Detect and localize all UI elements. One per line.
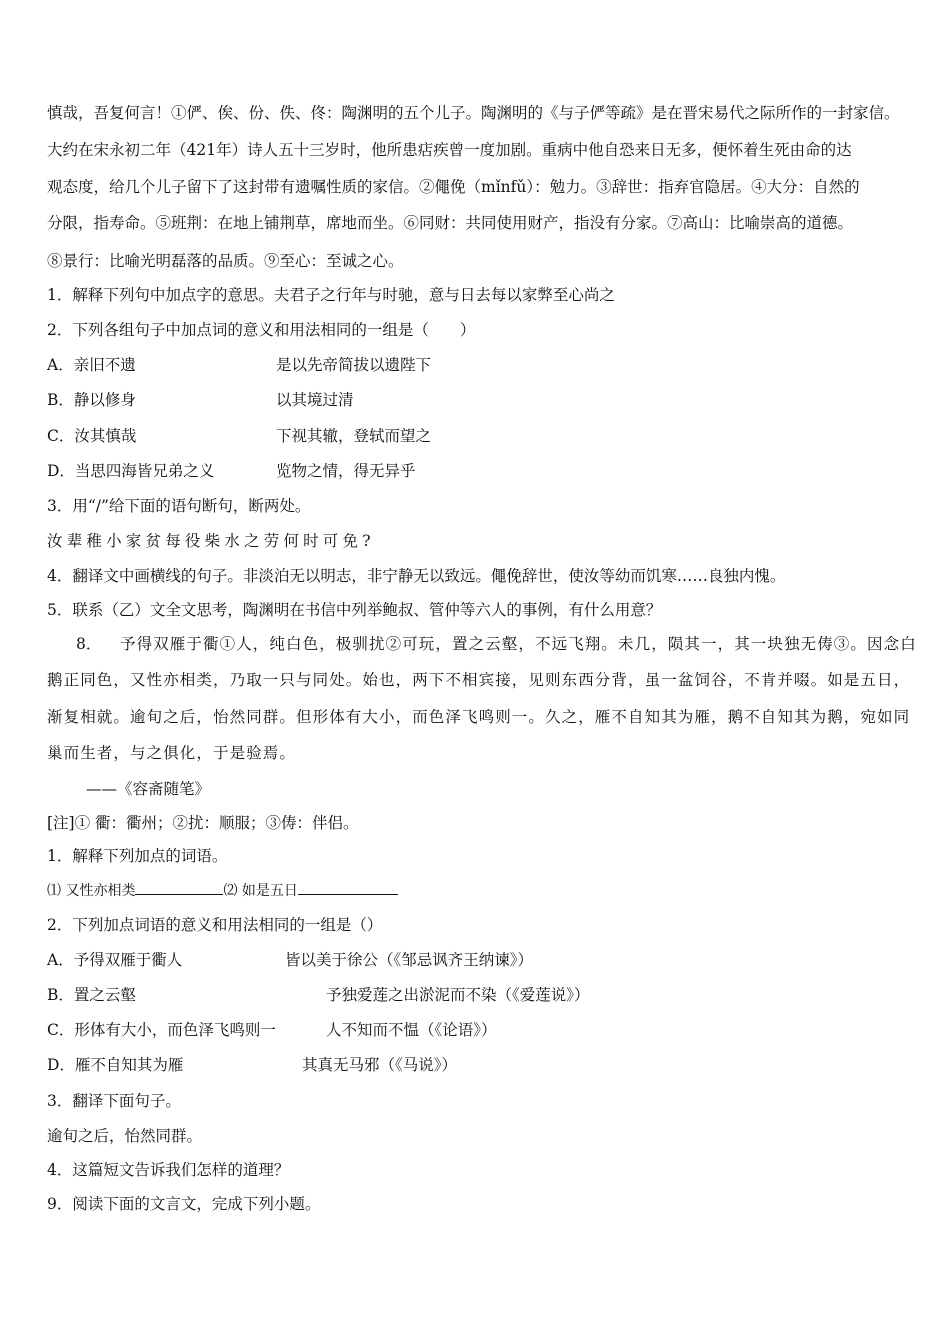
passage1-line-3: 观态度，给几个儿子留下了这封带有遗嘱性质的家信。②僶俛（mǐnfǔ）：勉力。③辞世：指弃官隐居。④大分：自然的 [47, 178, 860, 196]
passage2-line-2: 鹅正同色，又性亦相类，乃取一只与同处。始也，两下不相宾接，见则东西分背，虽一盆饲谷，不肯并啜。如是五日， [47, 671, 911, 689]
p2-question-2: 2．下列加点词语的意义和用法相同的一组是（） [47, 916, 383, 934]
passage2-line-1: 予得双雁于衢①人，纯白色，极驯扰②可玩，置之云壑，不远飞翔。未几，陨其一，其一块独无俦③。因念白 [120, 635, 917, 653]
p1-q2-option-c: C．汝其慎哉 [47, 427, 137, 445]
passage1-line-2: 大约在宋永初二年（421年）诗人五十三岁时，他所患痁疾曾一度加剧。重病中他自恐来日无多，便怀着生死由命的达 [47, 141, 852, 159]
p2-question-1: 1．解释下列加点的词语。 [47, 847, 228, 865]
p2-q2-option-c: C．形体有大小，而色泽飞鸣则一 [47, 1021, 276, 1039]
p1-question-5: 5．联系（乙）文全文思考，陶渊明在书信中列举鲍叔、管仲等六人的事例，有什么用意？ [47, 601, 662, 619]
p2-q2-option-c-pair: 人不知而不愠（《论语》） [326, 1021, 497, 1039]
question-9-heading: 9．阅读下面的文言文，完成下列小题。 [47, 1195, 321, 1213]
passage2-line-3: 渐复相就。逾旬之后，怡然同群。但形体有大小，而色泽飞鸣则一。久之，雁不自知其为雁，鹅不自知其为鹅，宛如同 [47, 708, 911, 726]
passage1-line-4: 分限，指寿命。⑤班荆：在地上铺荆草，席地而坐。⑥同财：共同使用财产，指没有分家。⑦高山：比喻崇高的道德。 [47, 214, 854, 232]
passage2-line-4: 巢而生者，与之俱化，于是验焉。 [47, 744, 297, 762]
p2-q1-item-2: ⑵ 如是五日 [223, 883, 298, 899]
passage1-line-5: ⑧景行：比喻光明磊落的品质。⑨至心：至诚之心。 [47, 252, 404, 270]
answer-blank-2[interactable] [298, 880, 398, 895]
p2-q2-option-a-pair: 皆以美于徐公（《邹忌讽齐王纳谏》） [285, 951, 534, 969]
p1-question-3: 3．用“/”给下面的语句断句，断两处。 [47, 497, 311, 515]
p2-q3-text: 逾旬之后，怡然同群。 [47, 1127, 203, 1145]
p1-q2-option-a-pair: 是以先帝简拔以遗陛下 [276, 356, 432, 374]
p1-q2-option-d-pair: 览物之情，得无异乎 [276, 462, 416, 480]
p2-question-4: 4．这篇短文告诉我们怎样的道理？ [47, 1161, 290, 1179]
p1-q2-option-c-pair: 下视其辙，登轼而望之 [276, 427, 432, 445]
p2-q2-option-d-pair: 其真无马邪（《马说》） [302, 1056, 458, 1074]
p2-q2-option-a: A．予得双雁于衢人 [47, 951, 183, 969]
p1-q2-option-d: D．当思四海皆兄弟之义 [47, 462, 215, 480]
passage1-line-1: 慎哉，吾复何言！①俨、俟、份、佚、佟：陶渊明的五个儿子。陶渊明的《与子俨等疏》是在晋宋易代之际所作的一封家信。 [47, 104, 900, 122]
answer-blank-1[interactable] [135, 880, 223, 895]
p2-q2-option-b-pair: 予独爱莲之出淤泥而不染（《爱莲说》） [326, 986, 590, 1004]
passage2-number: 8． [76, 635, 102, 653]
passage2-note: [注]① 衢：衢州；②扰：顺服；③俦：伴侣。 [47, 814, 359, 832]
p1-q3-text: 汝辈稚小家贫每役柴水之劳何时可免? [47, 532, 375, 550]
p2-question-3: 3．翻译下面句子。 [47, 1092, 181, 1110]
p1-question-2: 2．下列各组句子中加点词的意义和用法相同的一组是（ ） [47, 321, 476, 339]
p1-question-4: 4．翻译文中画横线的句子。非淡泊无以明志，非宁静无以致远。僶俛辞世，使汝等幼而饥寒……良独内愧。 [47, 567, 786, 585]
p2-q2-option-d: D．雁不自知其为雁 [47, 1056, 184, 1074]
p1-q2-option-b-pair: 以其境过清 [276, 391, 354, 409]
p2-q2-option-b: B．置之云壑 [47, 986, 136, 1004]
p1-q2-option-b: B．静以修身 [47, 391, 136, 409]
p1-question-1: 1．解释下列句中加点字的意思。夫君子之行年与时驰，意与日去每以家弊至心尚之 [47, 286, 615, 304]
p2-q1-item-1: ⑴ 又性亦相类 [47, 883, 136, 899]
p2-q1-items [47, 880, 398, 901]
passage2-source: ——《容斋随笔》 [86, 780, 211, 798]
p1-q2-option-a: A．亲旧不遗 [47, 356, 136, 374]
